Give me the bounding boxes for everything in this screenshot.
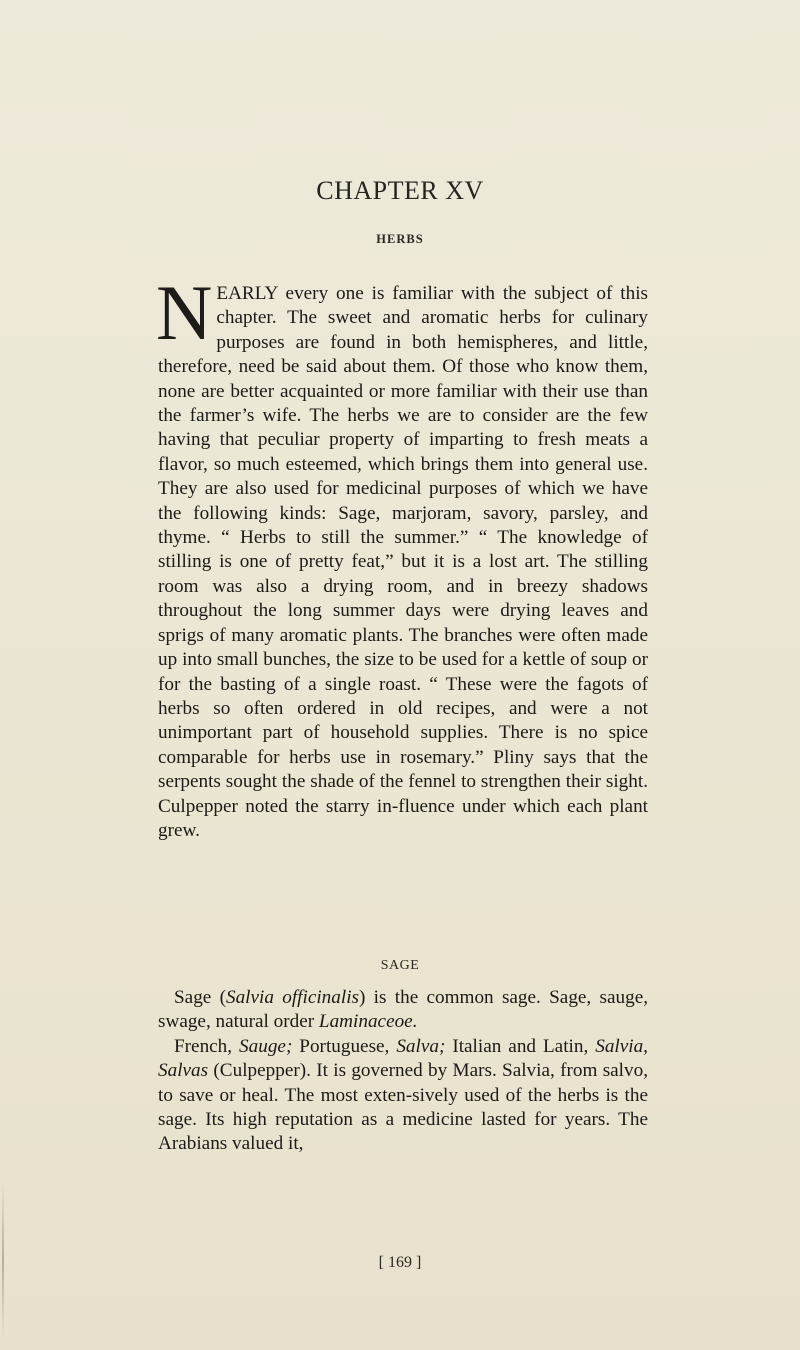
natural-order: Laminaceoe. (318, 1011, 418, 1033)
sage-paragraph-1 (158, 986, 648, 1035)
paragraph-text: every one is familiar with the subject of this chapter. The sweet and aromatic herbs for culinary purposes are found in both hemispheres, and little, therefore, need be said about them. Of those who know them, none are better acquainted or more familiar with their use than the farmer’s wife. The herbs we are to consider are the few having that peculiar property of imparting to fresh meats a flavor, so much esteemed, which brings them into general use. They are also used for medicinal purposes of which we have the following kinds: Sage, marjoram, savory, parsley, and thyme. “ Herbs to still the summer.” “ The knowledge of stilling is one of pretty feat,” but it is a lost art. The stilling room was also a drying room, and in breezy shadows throughout the long summer days were drying leaves and sprigs of many aromatic plants. The branches were often made up into small bunches, the size to be used for a kettle of soup or for the basting of a single roast. “ These were the fagots of herbs so often ordered in old recipes, and were a not unimportant part of household supplies. There is no spice comparable for herbs use in rosemary.” Pliny says that the serpents sought the shade of the fennel to strengthen their sight. Culpepper noted the starry in-fluence under which each plant grew. (158, 283, 648, 841)
text-span: (Culpepper). It is governed by Mars. Salvia, from salvo, to save or heal. The most exten-sively used of the herbs is the sage. Its high reputation as a medicine lasted for years. The Arabians valued it, (158, 1060, 648, 1155)
french-name: Sauge; (239, 1035, 293, 1057)
italian-latin-name: Salvia, Salvas (158, 1035, 648, 1082)
latin-name: Salvia officinalis (225, 987, 359, 1008)
section-title: HERBS (376, 232, 424, 246)
opening-paragraph (156, 269, 648, 843)
text-span: French, (174, 1035, 240, 1057)
text-span: ) is the common sage. Sage, sauge, swage, natural order (158, 987, 649, 1033)
text-span: Sage ( (174, 987, 226, 1008)
text-span: Italian and Latin, (445, 1035, 596, 1057)
portuguese-name: Salva; (396, 1035, 446, 1057)
sage-paragraph-2 (158, 1035, 648, 1157)
page-edge-shadow (2, 1180, 4, 1340)
sage-heading: SAGE (380, 958, 420, 973)
sage-section-text (158, 986, 648, 1157)
chapter-title: CHAPTER XV (316, 176, 484, 205)
text-span: Portuguese, (292, 1035, 397, 1057)
lead-word: EARLY (216, 283, 278, 304)
page-number: [ 169 ] (378, 1254, 422, 1271)
drop-cap: N (156, 269, 213, 356)
